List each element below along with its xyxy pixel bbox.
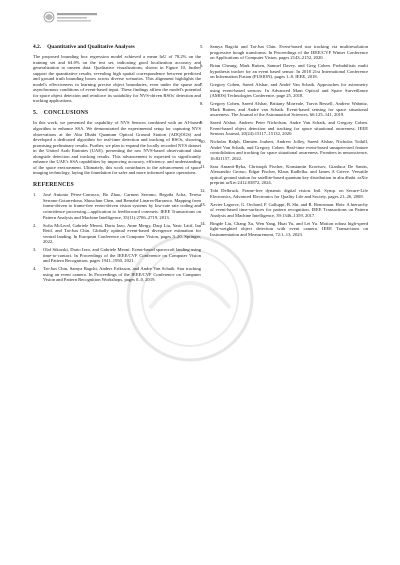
reference-item <box>33 192 201 220</box>
right-column <box>200 44 368 240</box>
reference-item <box>200 188 368 199</box>
reference-item <box>200 101 368 118</box>
reference-text: Bingde Liu, Chang Xu, Wen Yang, Huai Yu, and Lei Yu. Motion robust high-speed light-weighted object detection with event camera. IEEE Transactions on Instrumentation and Measurement, 72:1–13, 2023. <box>210 220 368 237</box>
reference-list-right <box>200 44 368 237</box>
reference-item <box>200 120 368 137</box>
reference-text: Sofia McLeod, Gabriele Meoni, Dario Izzo, Anne Mergy, Daqi Liu, Yasir Latif, Ian Reid, and Tat-Jun Chin. Globally optimal event-based divergence estimation for ventral landing. In European Conference on Computer Vision, pages 3–20. Springer, 2022. <box>43 222 201 245</box>
left-column <box>33 44 204 285</box>
reference-number: 10. <box>200 139 206 145</box>
reference-number: 6. <box>200 63 204 69</box>
reference-number: 9. <box>200 120 204 126</box>
reference-item <box>200 63 368 80</box>
section-4-2-heading <box>33 44 204 50</box>
reference-item <box>33 223 201 245</box>
section-title: Quantitative and Qualitative Analyses <box>47 44 135 50</box>
reference-number: 12. <box>200 188 206 194</box>
reference-item <box>200 202 368 219</box>
reference-item <box>200 164 368 186</box>
section-number: 5. <box>33 109 38 116</box>
section-number: 4.2. <box>33 44 42 50</box>
reference-text: Sara Amanit-Ryka, Christoph Fischer, Konstantin Kravtsov, Gianluca De Santis, Alessandro Grosso, Edgar Fischer, Klaus Kadlelka, and James A Grieve. Versatile optical ground station for satellite-based quantum key distribution in abu dhabi. arXiv preprint arXiv:2412.03872, 2024. <box>210 163 368 186</box>
reference-text: Olaf Sikorski, Dario Izzo, and Gabriele Meoni. Event-based spacecraft landing using time-to-contact. In Proceedings of the IEEE/CVF Conference on Computer Vision and Pattern Recognition, pages 1941–1950, 2021. <box>43 247 201 264</box>
reference-text: Tat-Jun Chin, Samya Bagchi, Anders Eriksson, and Andre Van Schaik. Star tracking using an event camera. In Proceedings of the IEEE/CVF Conference on Computer Vision and Pattern Recognition Workshops, pages 0–0, 2019. <box>43 266 201 283</box>
reference-number: 14. <box>200 220 206 226</box>
reference-text: Saeed Afshar, Andrew Peter Nicholson, Andre Van Schaik, and Gregory Cohen. Event-based object detection and tracking for space situational awareness. IEEE Sensors Journal, 20(24):15117–15132, 2020. <box>210 120 368 137</box>
reference-text: Samya Bagchi and Tat-Jun Chin. Event-based star tracking via multiresolution progressive hough transforms. In Proceedings of the IEEE/CVF Winter Conference on Applications of Computer Vision, pages 2143–2152, 2020. <box>210 44 368 61</box>
reference-text: Tobi Delbruck. Frame-free dynamic digital vision. Intl. Symp. on Secure-Life Electronics, Advanced Electronics for Quality Life and Society, pages 21–26, 2008. <box>210 188 368 199</box>
reference-text: Gregory Cohen, Saeed Afshar, and André Van Schaik. Approaches for astrometry using event-based sensors. In Advanced Maui Optical and Space Surveillance (AMOS) Technologies Conference, page 25, 2018. <box>210 82 368 99</box>
conference-logo <box>43 7 105 27</box>
reference-item <box>200 139 368 161</box>
reference-text: Xavier Lagorce, G. Orchard, F. Galluppi, B. Shi, and R. Benosman. Hots: A hierarchy of event-based time-surfaces for pattern recognition. IEEE Transactions on Pattern Analysis and Machine Intelligence, 39:1346–1359, 2017. <box>210 201 368 218</box>
reference-number: 11. <box>200 163 206 169</box>
reference-number: 13. <box>200 201 206 207</box>
conclusions-heading <box>33 110 201 117</box>
reference-number: 7. <box>200 82 204 88</box>
reference-number: 5. <box>200 44 204 49</box>
reference-item <box>33 266 201 283</box>
reference-text: Brian Cheung, Mark Rutten, Samuel Davey, and Greg Cohen. Probabilistic multi hypothesis tracker for an event based sensor. In 2018 21st International Conference on Information Fusion (FUSION), pages 1–8. IEEE, 2018. <box>210 63 368 80</box>
section-title: CONCLUSIONS <box>43 109 89 116</box>
reference-item <box>33 247 201 264</box>
reference-number: 8. <box>200 101 204 107</box>
conclusions-body: In this work, we presented the capability of NVS Sensors combined with an AI-based algorithm to enhance SSA. We demonstrated the experimental setup for capturing NVS observations at the Abu Dhabi Quantum Optical Ground Station (ADQOGS) and developed a dedicated algorithm for real-time detection and tracking of RSOs, showing promising preliminary results. Further, we plan to expand the locally recorded NVS dataset in the United Arab Emirates (UAE), presenting the raw NVS-based observational data alongside detection and tracking results. This advancement is expected to significantly enhance the UAE's SSA capabilities by improving accuracy, efficiency, and understanding of the space environment. Ultimately, this work contributes to the advancement of space imaging technology, laying the foundation for safer and more informed space operations. <box>33 120 201 176</box>
reference-number: 2. <box>33 222 37 228</box>
references-heading: REFERENCES <box>33 181 74 188</box>
reference-number: 1. <box>33 192 37 198</box>
reference-item <box>200 221 368 238</box>
section-4-2-body: The proposed bounding box regression model achieved a mean IoU of 78.2% on the training set and 64.0% on the test set, indicating good localization accuracy and generalization to unseen data. Qualitative visualizations, shown in Figure 10, further support the quantitative results, revealing high spatial correspondence between predicted and ground truth bounding boxes across diverse scenarios. This alignment highlights the model's effectiveness in learning precise object boundaries, even under the sparse and asynchronous conditions of event-based input. These findings affirm the model's potential for space object detection and reinforce its suitability for NVS-driven RSOs' detection and tracking applications. <box>33 54 201 104</box>
reference-item <box>200 82 368 99</box>
reference-text: Nicholas Ralph, Damien Joubert, Andrew Jolley, Saeed Afshar, Nicholas Tothill, André Van Schaik, and Gregory Cohen. Real-time event-based unsupervised feature consolidation and tracking for space situational awareness. Frontiers in neuroscience, 16:821157, 2022. <box>210 139 368 161</box>
reference-text: Gregory Cohen, Saeed Afshar, Brittany Morreale, Travis Bessell, Andrew Wabnitz, Mark Rutten, and André van Schaik. Event-based sensing for space situational awareness. The Journal of the Astronautical Sciences, 66:125–141, 2019. <box>210 101 368 118</box>
reference-number: 3. <box>33 247 37 253</box>
reference-text: José Antonio Pérez-Carrasco, Bo Zhao, Carmen Serrano, Begoña Acha, Teresa Serrano-Gotarredona, Shouchun Chen, and Bernabé Linares-Barranco. Mapping from frame-driven to frame-free event-driven vision systems by low-rate rate coding and coincidence processing—application to feedforward convnets. IEEE Transactions on Pattern Analysis and Machine Intelligence, 35(11):2706–2719, 2013. <box>43 192 201 220</box>
reference-list-left <box>33 192 201 282</box>
reference-item <box>200 44 368 61</box>
reference-number: 4. <box>33 266 37 272</box>
